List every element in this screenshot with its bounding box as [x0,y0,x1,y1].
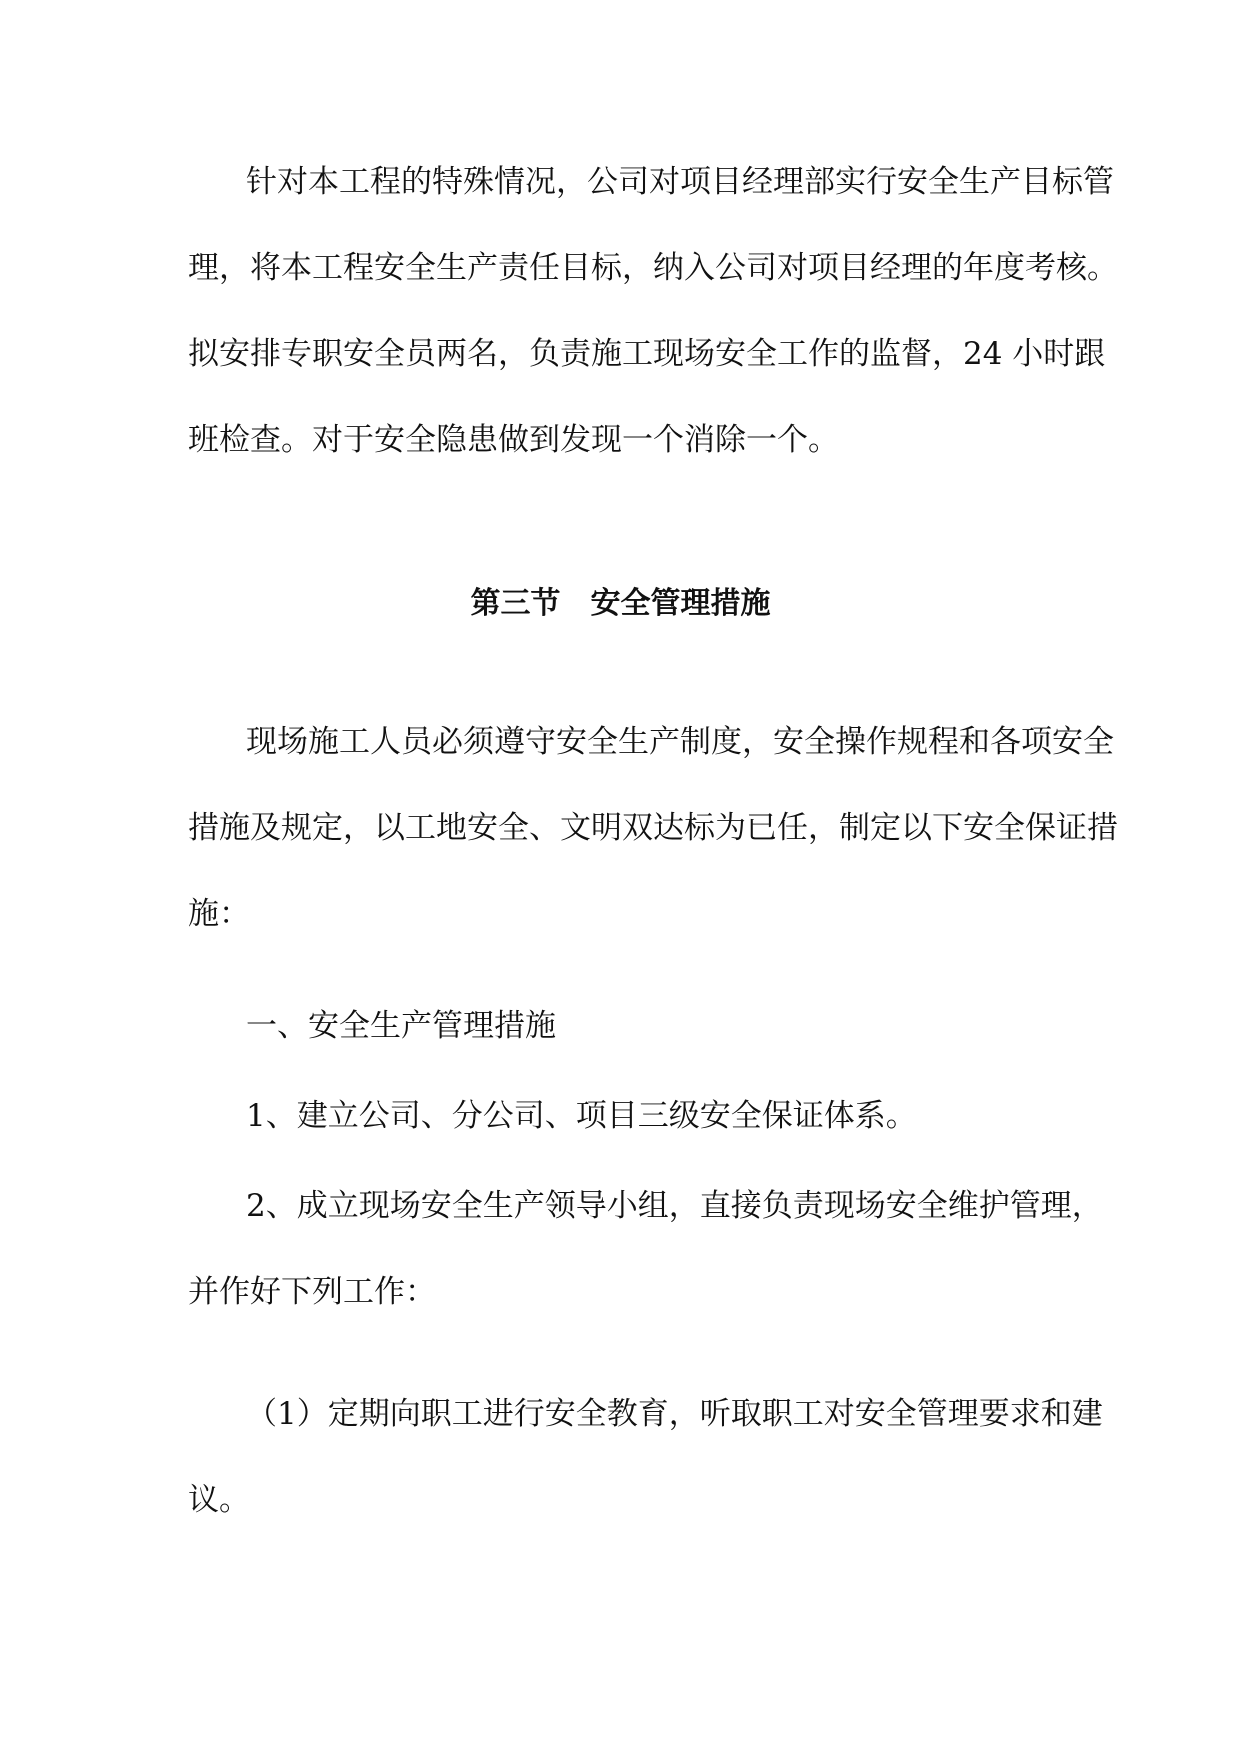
list-item: 2、成立现场安全生产领导小组，直接负责现场安全维护管理， [246,1188,1103,1224]
paragraph-line: 施： [188,896,250,932]
paragraph-line: 并作好下列工作： [188,1274,436,1310]
paragraph-line: 议。 [188,1482,250,1518]
list-item: （1）定期向职工进行安全教育，听取职工对安全管理要求和建 [246,1396,1103,1432]
paragraph-line: 针对本工程的特殊情况，公司对项目经理部实行安全生产目标管 [246,164,1114,200]
subheading: 一、安全生产管理措施 [246,1008,556,1044]
paragraph-line: 班检查。对于安全隐患做到发现一个消除一个。 [188,422,839,458]
paragraph-line: 措施及规定，以工地安全、文明双达标为已任，制定以下安全保证措 [188,810,1118,846]
section-number: 第三节 [470,586,561,621]
section-heading [0,582,1241,626]
paragraph-line: 拟安排专职安全员两名，负责施工现场安全工作的监督，24 小时跟 [188,336,1106,372]
paragraph-line: 现场施工人员必须遵守安全生产制度，安全操作规程和各项安全 [246,724,1114,760]
section-title: 安全管理措施 [590,586,771,621]
paragraph-line: 理，将本工程安全生产责任目标，纳入公司对项目经理的年度考核。 [188,250,1118,286]
list-item: 1、建立公司、分公司、项目三级安全保证体系。 [246,1098,917,1134]
